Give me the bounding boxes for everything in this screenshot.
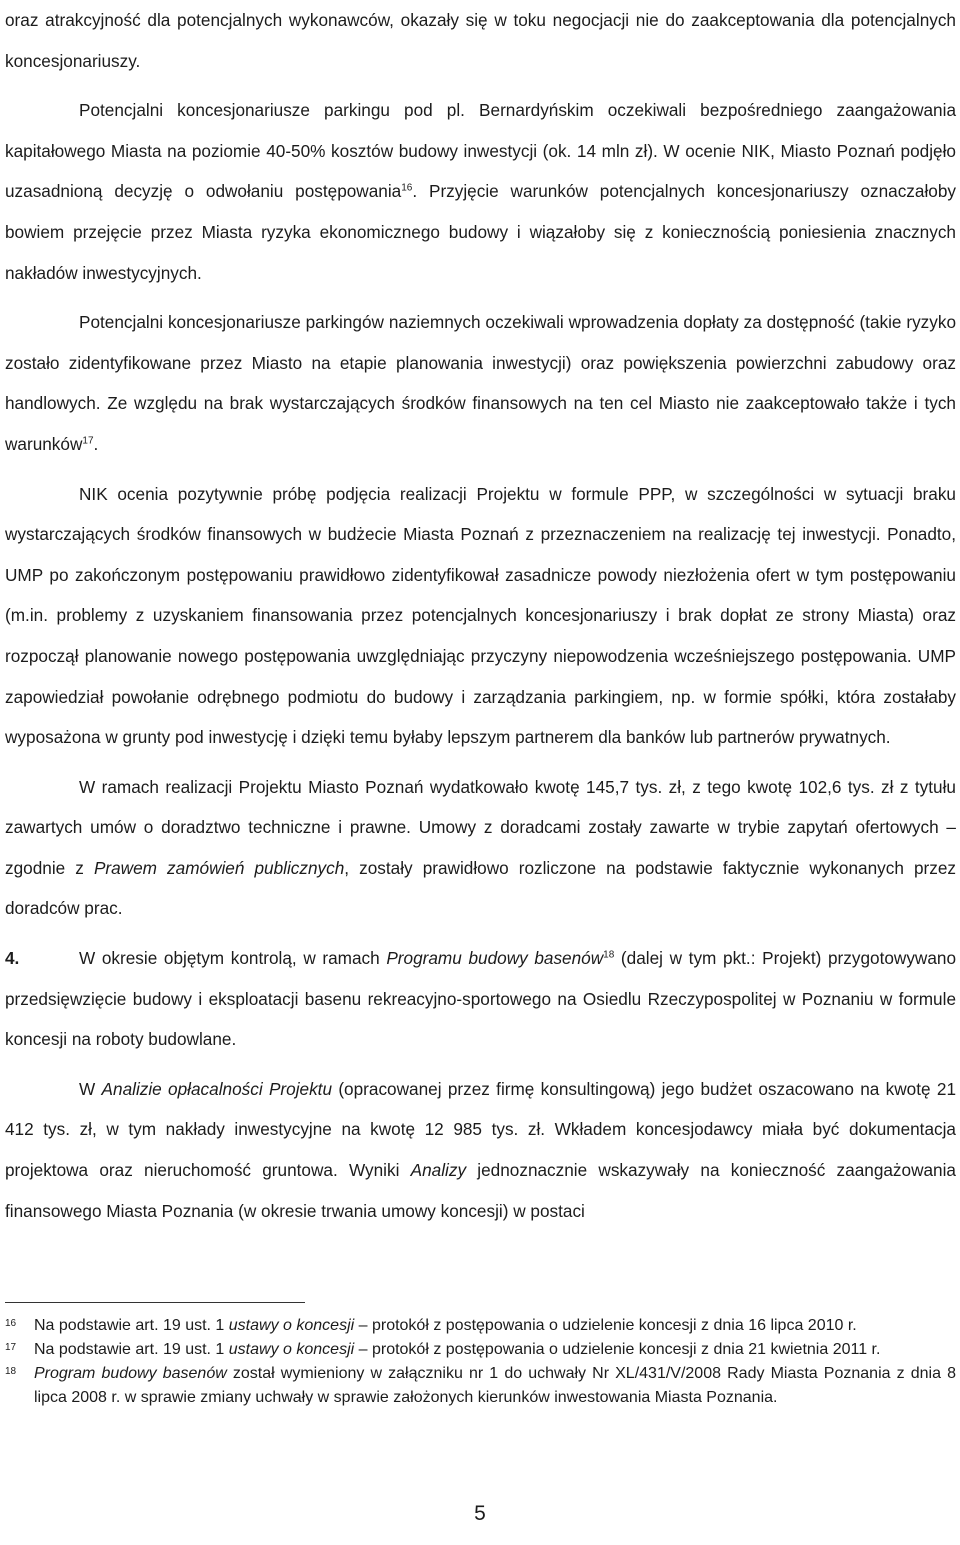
footnote-mark: 18 bbox=[5, 1366, 17, 1377]
footnote-text: Na podstawie art. 19 ust. 1 ustawy o koncesji – protokół z postępowania o udzielenie koncesji z dnia 16 lipca 2010 r. bbox=[34, 1317, 857, 1334]
paragraph-nik-assessment: NIK ocenia pozytywnie próbę podjęcia realizacji Projektu w formule PPP, w szczególności w sytuacji braku wystarczających środków finansowych w budżecie Miasta Poznań z przeznaczeniem na realizację tej inwestycji. Ponadto, UMP po zakończonym postępowaniu prawidłowo zidentyfikował zasadnicze powody niezłożenia ofert w tym postępowaniu (m.in. problemy z uzyskaniem finansowania przez potencjalnych koncesjonariuszy i brak dopłat ze strony Miasta) oraz rozpoczął planowanie nowego postępowania uwzględniając przyczyny niepowodzenia wcześniejszego postępowania. UMP zapowiedział powołanie odrębnego podmiotu do budowy i zarządzania parkingiem, np. w formie spółki, która zostałaby wyposażona w grunty pod inwestycję i dzięki temu byłaby lepszym partnerem dla banków lub partnerów prywatnych. bbox=[5, 483, 956, 748]
footnote-text: Na podstawie art. 19 ust. 1 ustawy o koncesji – protokół z postępowania o udzielenie koncesji z dnia 21 kwietnia 2011 r. bbox=[34, 1341, 881, 1358]
footnote-ref-18[interactable]: 18 bbox=[603, 949, 615, 961]
paragraph-continuation: oraz atrakcyjność dla potencjalnych wykonawców, okazały się w toku negocjacji nie do zaakceptowania dla potencjalnych koncesjonariuszy. bbox=[5, 10, 956, 71]
footnote-ref-16[interactable]: 16 bbox=[401, 182, 413, 194]
footnote-mark: 16 bbox=[5, 1318, 17, 1329]
footnote-mark: 17 bbox=[5, 1342, 17, 1353]
paragraph-analysis: W Analizie opłacalności Projektu (opracowanej przez firmę konsultingową) jego budżet oszacowano na kwotę 21 412 tys. zł, w tym nakłady inwestycyjne na kwotę 12 985 tys. zł. Wkładem koncesjodawcy miała być dokumentacja projektowa oraz nieruchomość gruntowa. Wyniki Analizy jednoznacznie wskazywały na konieczność zaangażowania finansowego Miasta Poznania (w okresie trwania umowy koncesji) w postaci bbox=[5, 1078, 956, 1221]
paragraph-parking-ground: Potencjalni koncesjonariusze parkingów naziemnych oczekiwali wprowadzenia dopłaty za dostępność (takie ryzyko zostało zidentyfikowane przez Miasto na etapie planowania inwestycji) oraz powiększenia powierzchni zabudowy oraz handlowych. Ze względu na brak wystarczających środków finansowych na ten cel Miasto nie zaakceptowało także i tych warunków$^{17}$. bbox=[5, 312, 956, 454]
footnote-17 bbox=[5, 1338, 956, 1362]
footnote-text: Program budowy basenów został wymieniony w załączniku nr 1 do uchwały Nr XL/431/V/2008 Rady Miasta Poznania z dnia 8 lipca 2008 r. w sprawie zmiany uchwały w sprawie założonych kierunków inwestowania Miasta Poznania. bbox=[34, 1365, 957, 1406]
footnote-ref-17[interactable]: 17 bbox=[82, 435, 94, 447]
body-text bbox=[5, 0, 956, 1231]
section-4-paragraph: 4. W okresie objętym kontrolą, w ramach Programu budowy basenów$^{18}$ (dalej w tym pkt.: Projekt) przygotowywano przedsięwzięcie budowy i eksploatacji basenu rekreacyjno-sportowego na Osiedlu Rzeczypospolitej w Poznaniu w formule koncesji na roboty budowlane. bbox=[5, 938, 956, 1060]
footnote-18 bbox=[5, 1362, 956, 1410]
paragraph-expenditure: W ramach realizacji Projektu Miasto Poznań wydatkowało kwotę 145,7 tys. zł, z tego kwotę 102,6 tys. zł z tytułu zawartych umów o doradztwo techniczne i prawne. Umowy z doradcami zostały zawarte w trybie zapytań ofertowych – zgodnie z Prawem zamówień publicznych, zostały prawidłowo rozliczone na podstawie faktycznie wykonanych przez doradców prac. bbox=[5, 776, 956, 919]
footnote-16 bbox=[5, 1314, 956, 1338]
footnotes bbox=[5, 1314, 956, 1410]
footnote-divider bbox=[5, 1302, 305, 1303]
page-number: 5 bbox=[474, 1502, 486, 1525]
paragraph-parking-bernardynski: Potencjalni koncesjonariusze parkingu pod pl. Bernardyńskim oczekiwali bezpośredniego zaangażowania kapitałowego Miasta na poziomie 40-50% kosztów budowy inwestycji (ok. 14 mln zł). W ocenie NIK, Miasto Poznań podjęło uzasadnioną decyzję o odwołaniu postępowania$^{16}$. Przyjęcie warunków potencjalnych koncesjonariuszy oznaczałoby bowiem przejęcie przez Miasta ryzyka ekonomicznego budowy i wiązałoby się z koniecznością poniesienia znacznych nakładów inwestycyjnych. bbox=[5, 100, 956, 283]
section-number: 4. bbox=[5, 948, 20, 969]
